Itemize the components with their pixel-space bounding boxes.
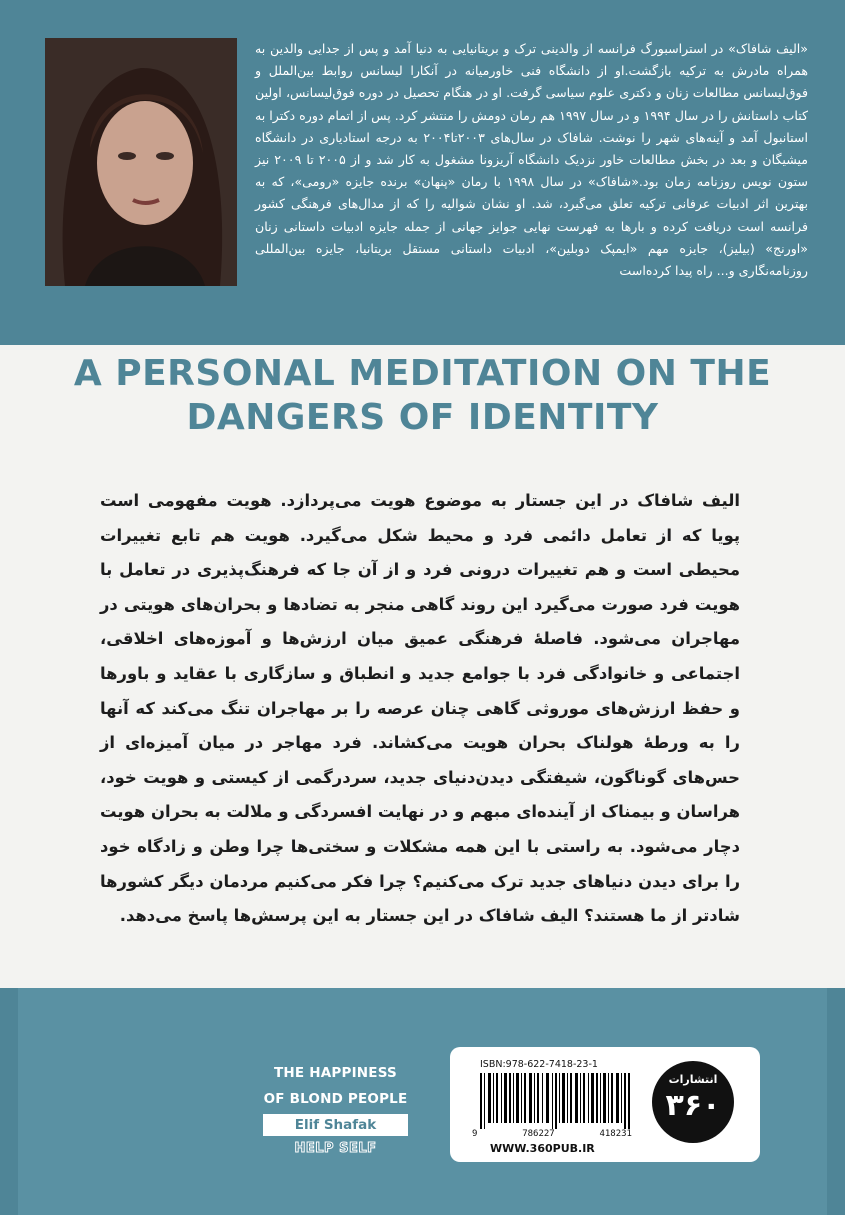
author-name-badge: Elif Shafak <box>263 1114 408 1136</box>
barcode-digits <box>472 1129 632 1139</box>
isbn: ISBN:978-622-7418-23-1 <box>480 1059 598 1070</box>
barcode-digits-right: 418231 <box>599 1129 632 1139</box>
barcode-digit-first: 9 <box>472 1129 478 1139</box>
barcode-panel <box>450 1047 760 1162</box>
barcode-icon <box>480 1073 630 1129</box>
headline-line-1: A PERSONAL MEDITATION ON THE <box>73 353 772 394</box>
publisher-website: WWW.360PUB.IR <box>490 1142 595 1155</box>
book-title-line-2: OF BLOND PEOPLE <box>263 1091 408 1107</box>
book-description: الیف شافاک در این جستار به موضوع هویت می‌پردازد. هویت مفهومی است پویا که از تعامل دائمی فرد و محیط شکل می‌گیرد. هویت هم تابع تغییرات محیطی است و هم تغییرات درونی فرد و از آن جا که فرهنگ‌پذیری در تعامل با هویت فرد صورت می‌گیرد این روند گاهی منجر به تضادها و بحران‌های هویتی در مهاجران می‌شود. فاصلۀ فرهنگی عمیق میان ارزش‌ها و آموزه‌های اخلاقی، اجتماعی و خانوادگی فرد با جوامع جدید و انطباق و سازگاری با عقاید و باورها و حفظ ارزش‌های موروثی گاهی چنان عرصه را بر مهاجران تنگ می‌کند که آنها را به ورطۀ هولناک بحران هویت می‌کشاند. فرد مهاجر در میان آمیزه‌ای از حس‌های گوناگون، شیفتگی دیدن‌دنیای جدید، سردرگمی از کیستی و هویت خود، هراسان و بیمناک از آینده‌ای مبهم و در نهایت افسردگی و ملالت به بحران هویت دچار می‌شود. به راستی با این همه مشکلات و سختی‌ها چرا وطن و زادگاه خود را برای دیدن دنیاهای جدید ترک می‌کنیم؟ چرا فکر می‌کنیم مردمان دیگر کشورها شادتر از ما هستند؟ الیف شافاک در این جستار به این پرسش‌ها پاسخ می‌دهد. <box>100 491 740 926</box>
publisher-logo-word: انتشارات <box>668 1073 718 1086</box>
book-title-line-1: THE HAPPINESS <box>274 1065 397 1081</box>
publisher-logo <box>652 1061 734 1143</box>
book-info <box>258 1060 413 1158</box>
author-bio-text: «الیف شافاک» در استراسبورگ فرانسه از والدینی ترک و بریتانیایی به دنیا آمد و پس از جدایی والدین به همراه مادرش به ترکیه بازگشت.او از دانشگاه فنی خاورمیانه در آنکارا لیسانس روابط بین‌الملل و فوق‌لیسانس مطالعات زنان و دکتری علوم سیاسی گرفت. او در هنگام تحصیل در دوره فوق‌لیسانس، اولین کتاب داستانش را در سال ۱۹۹۴ و در سال ۱۹۹۷ هم رمان دومش را منتشر کرد. پس از اتمام دوره دکترا به استانبول آمد و آینه‌های شهر را نوشت. شافاک در سال‌های ۲۰۰۳تا۲۰۰۴ به درجه استادیاری در دانشگاه میشیگان و بعد در بخش مطالعات خاور نزدیک دانشگاه آریزونا مشغول به کار شد و از ۲۰۰۵ تا ۲۰۰۹ نیز ستون نویس روزنامه زمان بود.«شافاک» در سال ۱۹۹۸ با رمان «پنهان» برنده جایزه «رومی»، که به بهترین اثر ادبیات عرفانی ترکیه تعلق می‌گیرد، شد. او نشان شوالیه را که از مدال‌های فرهنگی کشور فرانسه است دریافت کرده و بارها به فهرست نهایی جوایز جهانی از جمله جایزه ادبیات داستانی زنان «اورنج» (بیلیز)، جایزه مهم «ایمپک دوبلین»، ادبیات داستانی مستقل بریتانیا، جایزه بین‌المللی روزنامه‌نگاری و... راه پیدا کرده‌است <box>255 41 809 279</box>
series-label: HELP SELF <box>294 1141 377 1156</box>
headline <box>30 352 815 440</box>
headline-line-2: DANGERS OF IDENTITY <box>186 397 659 438</box>
publisher-logo-number: ۳۶۰ <box>665 1088 721 1123</box>
author-photo <box>45 38 237 286</box>
barcode-digits-left: 786227 <box>522 1129 555 1139</box>
